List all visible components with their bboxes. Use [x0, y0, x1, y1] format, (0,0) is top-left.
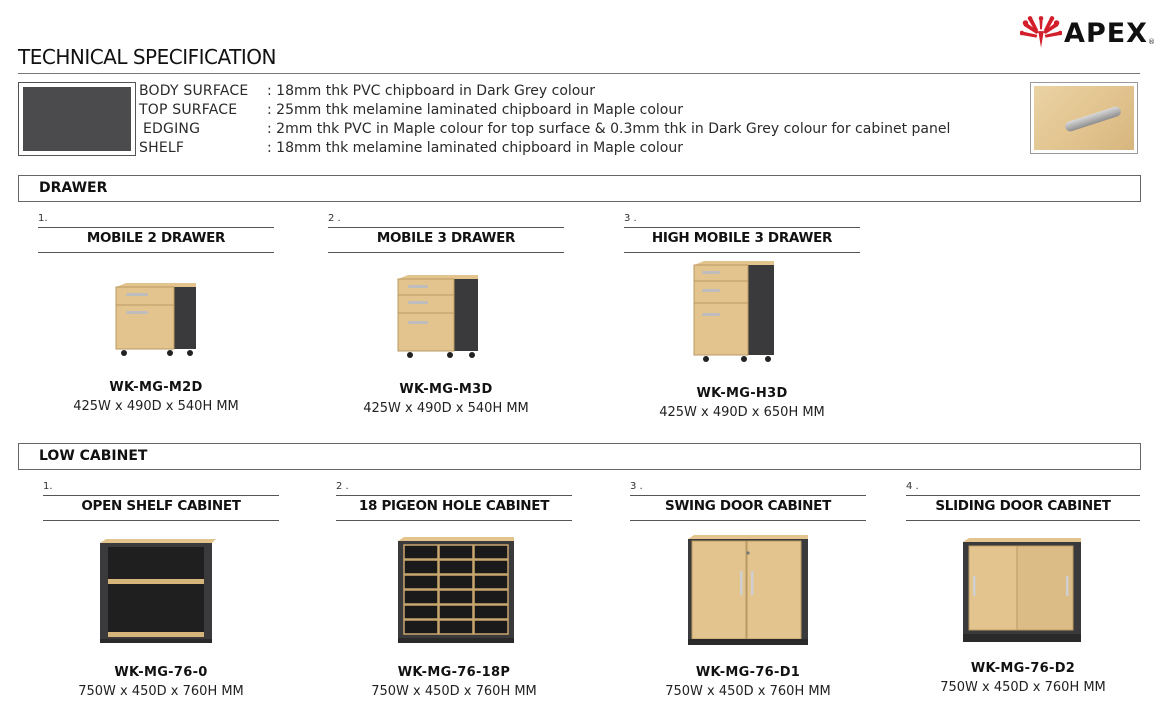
low-cabinet-section-heading: LOW CABINET [18, 443, 1141, 470]
product-number: 2 . [336, 481, 349, 492]
spec-label: TOP SURFACE [139, 102, 238, 118]
product-dimensions: 425W x 490D x 650H MM [659, 405, 825, 420]
product-rule [624, 227, 860, 228]
product-rule [906, 495, 1140, 496]
product-card [336, 481, 572, 701]
dark-grey-swatch [18, 82, 136, 156]
product-card [43, 481, 279, 701]
product-number: 2 . [328, 213, 341, 224]
product-rule [336, 495, 572, 496]
product-dimensions: 750W x 450D x 760H MM [78, 684, 244, 699]
product-code: WK-MG-76-D2 [970, 661, 1076, 676]
product-name: MOBILE 2 DRAWER [86, 230, 226, 246]
product-rule [336, 520, 572, 521]
product-name: SWING DOOR CABINET [665, 498, 831, 514]
mobile-3-drawer-image [396, 273, 480, 363]
mobile-2-drawer-image [114, 281, 198, 361]
product-rule [328, 227, 564, 228]
product-number: 1. [43, 481, 53, 492]
product-name: SLIDING DOOR CABINET [935, 498, 1111, 514]
spec-label: BODY SURFACE [139, 83, 249, 99]
product-number: 3 . [630, 481, 643, 492]
open-shelf-cabinet-image [98, 537, 218, 647]
spec-row [139, 82, 950, 101]
title-divider [18, 73, 1140, 74]
product-name: MOBILE 3 DRAWER [376, 230, 516, 246]
product-dimensions: 425W x 490D x 540H MM [73, 399, 239, 414]
product-card [624, 213, 860, 418]
product-card [630, 481, 866, 701]
spec-row [139, 120, 950, 139]
pigeon-hole-cabinet-image [396, 535, 516, 647]
logo-text: APEX [1064, 17, 1148, 49]
high-mobile-3-drawer-image [692, 259, 776, 367]
product-rule [906, 520, 1140, 521]
spec-row [139, 139, 950, 158]
sliding-door-cabinet-image [961, 536, 1083, 646]
product-code: WK-MG-M2D [109, 380, 203, 395]
product-code: WK-MG-M3D [399, 382, 493, 397]
product-rule [328, 252, 564, 253]
product-dimensions: 750W x 450D x 760H MM [665, 684, 831, 699]
dark-grey-swatch-fill [23, 87, 131, 151]
spec-value: : 18mm thk PVC chipboard in Dark Grey colour [267, 83, 595, 99]
product-rule [38, 227, 274, 228]
product-rule [43, 495, 279, 496]
spec-value: : 2mm thk PVC in Maple colour for top surface & 0.3mm thk in Dark Grey colour for cabinet panel [267, 121, 951, 137]
swing-door-cabinet-image [686, 533, 810, 649]
product-number: 3 . [624, 213, 637, 224]
page-title: TECHNICAL SPECIFICATION [18, 45, 276, 69]
product-name: 18 PIGEON HOLE CABINET [358, 498, 550, 514]
handle-icon [1064, 105, 1122, 132]
maple-swatch-fill [1034, 86, 1134, 150]
spec-value: : 18mm thk melamine laminated chipboard in Maple colour [267, 140, 683, 156]
maple-handle-swatch [1030, 82, 1138, 154]
product-dimensions: 750W x 450D x 760H MM [371, 684, 537, 699]
spec-label: EDGING [143, 121, 201, 137]
product-code: WK-MG-76-D1 [695, 665, 801, 680]
spec-value: : 25mm thk melamine laminated chipboard in Maple colour [267, 102, 683, 118]
product-rule [630, 495, 866, 496]
registered-mark: ® [1148, 38, 1155, 46]
product-code: WK-MG-76-0 [114, 665, 208, 680]
product-dimensions: 750W x 450D x 760H MM [940, 680, 1106, 695]
product-rule [630, 520, 866, 521]
product-number: 4 . [906, 481, 919, 492]
product-code: WK-MG-76-18P [397, 665, 511, 680]
product-rule [43, 520, 279, 521]
product-number: 1. [38, 213, 48, 224]
product-name: OPEN SHELF CABINET [81, 498, 241, 514]
drawer-section-heading: DRAWER [18, 175, 1141, 202]
product-rule [38, 252, 274, 253]
spec-table [139, 82, 950, 158]
product-code: WK-MG-H3D [696, 386, 788, 401]
peacock-icon [1020, 15, 1062, 51]
product-card [906, 481, 1140, 701]
product-rule [624, 252, 860, 253]
product-dimensions: 425W x 490D x 540H MM [363, 401, 529, 416]
apex-logo [1020, 12, 1155, 54]
spec-row [139, 101, 950, 120]
product-name: HIGH MOBILE 3 DRAWER [651, 230, 833, 246]
product-card [328, 213, 564, 418]
spec-label: SHELF [139, 140, 185, 156]
product-card [38, 213, 274, 418]
